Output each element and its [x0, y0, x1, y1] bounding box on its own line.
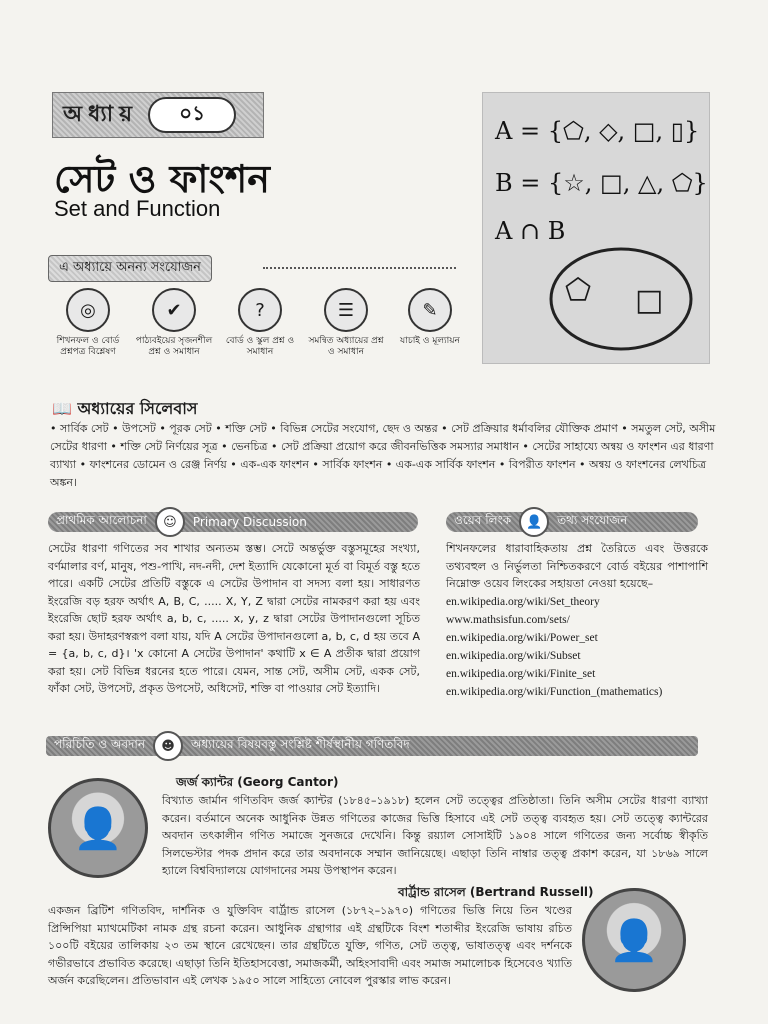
web-link[interactable]: en.wikipedia.org/wiki/Set_theory [446, 596, 600, 608]
primary-banner-bengali: প্রাথমিক আলোচনা [56, 513, 147, 527]
dotted-divider [263, 267, 456, 269]
syllabus-heading [52, 396, 197, 423]
chapter-title-english: Set and Function [54, 196, 221, 221]
intro-contribution-banner [46, 736, 698, 756]
primary-discussion-text: সেটের ধারণা গণিতের সব শাখার অন্যতম স্তম্ভ। সেটে অন্তর্ভুক্ত বস্তুসমূহের সংখ্যা, বর্ণমালার বর্ণ, মানুষ, পশু-পাখি, নদ-নদী, দেশ ইত্যাদি যেকোনো মূর্ত বা বিমূর্ত বস্তু হতে পারে। একটি সেটের প্রতিটি বস্তুকে এ সেটের উপাদান বা সদস্য বলা হয়। সাধারণত ইংরেজি বড় হরফ অর্থাৎ A, B, C, ..... X, Y, Z দ্বারা সেটের নামকরণ করা হয় এবং ইংরেজি ছোট হরফ অর্থাৎ a, b, c, ..... x, y, z দ্বারা সেটের উপাদানগুলো সূচিত করা হয়। উদাহরণস্বরূপ বলা যায়, যদি A সেটের উপাদানগুলো a, b, c, d হয় তবে A = {a, b, c, d}। 'x কোনো A সেটের উপাদান' কথাটি x ∈ A প্রতীক দ্বারা প্রয়োগ করা হয়। সেট বিভিন্ন ধরনের হতে পারে। যেমন, সান্ত সেট, অসীম সেট, একক সেট, ফাঁকা সেট, উপসেট, প্রকৃত উপসেট, অধিসেট, শক্তি বা পাওয়ার সেট ইত্যাদি। [48, 542, 420, 695]
checklist-icon: ✔ [152, 288, 196, 332]
feature-item [306, 288, 386, 358]
unique-additions-bar [48, 255, 456, 277]
book-icon: 📖 [52, 399, 72, 418]
profile-icon: ☻ [153, 731, 183, 761]
unique-additions-label: এ অধ্যায়ে অনন্য সংযোজন [48, 255, 212, 282]
chapter-title-bengali: সেট ও ফাংশন [54, 157, 270, 201]
web-link[interactable]: en.wikipedia.org/wiki/Function_(mathematics) [446, 686, 663, 698]
question-icon: ? [238, 288, 282, 332]
set-figure [482, 92, 710, 364]
intro-banner-left: পরিচিতি ও অবদান [54, 737, 146, 751]
web-link-list [446, 596, 708, 704]
feature-item [220, 288, 300, 358]
cantor-text: বিখ্যাত জার্মান গণিতবিদ জর্জ ক্যান্টর (১৮৪৫–১৯১৮) হলেন সেট তত্ত্বের প্রতিষ্ঠাতা। তিনি অসীম সেটের ধারণা ব্যাখ্যা করেন। বর্তমানে অনেক আধুনিক উন্নত গণিতের কাজের ভিত্তি হিসাবে এই সেট তত্ত্ব ব্যবহৃত হয়। সেট তত্ত্বে ক্যান্টরের অবদান তৎকালীন গণিত সমাজে সুনজরে দেখেনি। কিন্তু রয়্যাল সোসাইটি ১৯০৪ সালে গণিতের জন্য সর্বোচ্চ স্বীকৃতি সিলভেস্টার পদক প্রদান করে তার অবদানকে সম্মান জানিয়েছে। এছাড়া তিনি নাম্বার তত্ত্ব প্রকাশ করেন, যা ১৮৬৯ সালে হ্যালে বিশ্ববিদ্যালয়ে যোগদানের সময় উপস্থাপন করেন। [162, 794, 708, 877]
target-icon: ◎ [66, 288, 110, 332]
person-icon: 👤 [519, 507, 549, 537]
cantor-name: জর্জ ক্যান্টর (Georg Cantor) [176, 775, 339, 789]
primary-discussion-banner [48, 512, 418, 532]
russell-text: একজন ব্রিটিশ গণিতবিদ, দার্শনিক ও যুক্তিবিদ বার্ট্রান্ড রাসেল (১৮৭২–১৯৭০) গণিতের ভিত্তি নিয়ে তিন খণ্ডের প্রিন্সিপিয়া ম্যাথমেটিকা নামক গ্রন্থ রচনা করেন। আধুনিক গ্রন্থাগার এই গ্রন্থটিকে বিংশ শতাব্দীর ইংরেজি ভাষায় রচিত ১০০টি বইয়ের তালিকায় ২৩ তম স্থানে রেখেছেন। তার গ্রন্থটিতে যুক্তি, গণিত, সেট তত্ত্ব, ভাষাতত্ত্ব এবং দর্শনকে গভীরভাবে প্রভাবিত করেছে। এছাড়া তিনি ইতিহাসবেত্তা, সমাজকর্মী, অহিংসাবাদী এবং সমাজ সমালোচক হিসেবেও খ্যাতি অর্জন করেছিলেন। প্রতিভাবান এই লেখক ১৯৫০ সালে সাহিত্যে নোবেল পুরস্কার লাভ করেন। [48, 904, 572, 987]
feature-item [390, 288, 470, 347]
web-link[interactable]: en.wikipedia.org/wiki/Power_set [446, 632, 598, 644]
russell-name: বার্ট্রান্ড রাসেল (Bertrand Russell) [398, 885, 594, 899]
web-banner-left: ওয়েব লিংক [454, 513, 512, 527]
feature-label: যাচাই ও মূল্যায়ন [400, 336, 460, 346]
syllabus-heading-text: অধ্যায়ের সিলেবাস [77, 399, 198, 418]
pen-icon: ✎ [408, 288, 452, 332]
web-link[interactable]: en.wikipedia.org/wiki/Subset [446, 650, 581, 662]
feature-label: বোর্ড ও স্কুল প্রশ্ন ও সমাধান [225, 336, 295, 357]
set-a-line: A = {⬠, ◇, □, ▯} [495, 117, 700, 145]
chapter-number: ০১ [148, 97, 236, 133]
feature-label: পাঠ্যবইয়ের সৃজনশীল প্রশ্ন ও সমাধান [135, 336, 213, 357]
intro-banner-right: অধ্যায়ের বিষয়বস্তু সংশ্লিষ্ট শীর্ষস্থানীয় গণিতবিদ [191, 737, 410, 751]
feature-label: শিখনফল ও বোর্ড প্রশ্নপত্র বিশ্লেষণ [56, 336, 120, 357]
cantor-portrait: 👤 [48, 778, 148, 878]
head-icon: ☺ [155, 507, 185, 537]
feature-label: সমন্বিত অধ্যায়ের প্রশ্ন ও সমাধান [308, 336, 384, 357]
web-link-banner [446, 512, 698, 532]
web-link-intro: শিখনফলের ধারাবাহিকতায় প্রশ্ন তৈরিতে এবং উত্তরকে তথ্যবহুল ও নির্ভুলতা নিশ্চিতকরণে বোর্ড বইয়ের পাশাপাশি নিম্নোক্ত ওয়েব লিংকের সহায়তা নেওয়া হয়েছে– [446, 542, 708, 590]
feature-item [134, 288, 214, 358]
pentagon-shape: ⬠ [565, 273, 592, 308]
chapter-word: অধ্যায় [63, 101, 139, 127]
intersection-label: A ∩ B [495, 217, 566, 245]
set-b-line: B = {☆, □, △, ⬠} [495, 169, 708, 197]
russell-portrait: 👤 [582, 888, 686, 992]
feature-item [48, 288, 128, 358]
chapter-banner [52, 92, 264, 138]
syllabus-text: • সার্বিক সেট • উপসেট • পূরক সেট • শক্তি সেট • বিভিন্ন সেটের সংযোগ, ছেদ ও অন্তর • সেট প্রক্রিয়ার ধর্মাবলির যৌক্তিক প্রমাণ • সমতুল সেট, অসীম সেটের ধারণা • শক্তি সেট নির্ণয়ের সূত্র • ভেনচিত্র • সেট প্রক্রিয়া প্রয়োগ করে জীবনভিত্তিক সমস্যার সমাধান • সেটের সাহায্যে অন্বয় ও ফাংশন এর ধারণা ব্যাখ্যা • ফাংশনের ডোমেন ও রেঞ্জ নির্ণয় • এক-এক ফাংশন • সার্বিক ফাংশন • এক-এক সার্বিক ফাংশন • বিপরীত ফাংশন • অন্বয় ও ফাংশনের লেখচিত্র অঙ্কন। [50, 422, 716, 489]
primary-banner-english: Primary Discussion [192, 515, 307, 529]
web-link[interactable]: en.wikipedia.org/wiki/Finite_set [446, 668, 596, 680]
web-link[interactable]: www.mathsisfun.com/sets/ [446, 614, 570, 626]
square-shape: □ [635, 283, 664, 318]
documents-icon: ☰ [324, 288, 368, 332]
web-banner-right: তথ্য সংযোজন [557, 513, 628, 527]
